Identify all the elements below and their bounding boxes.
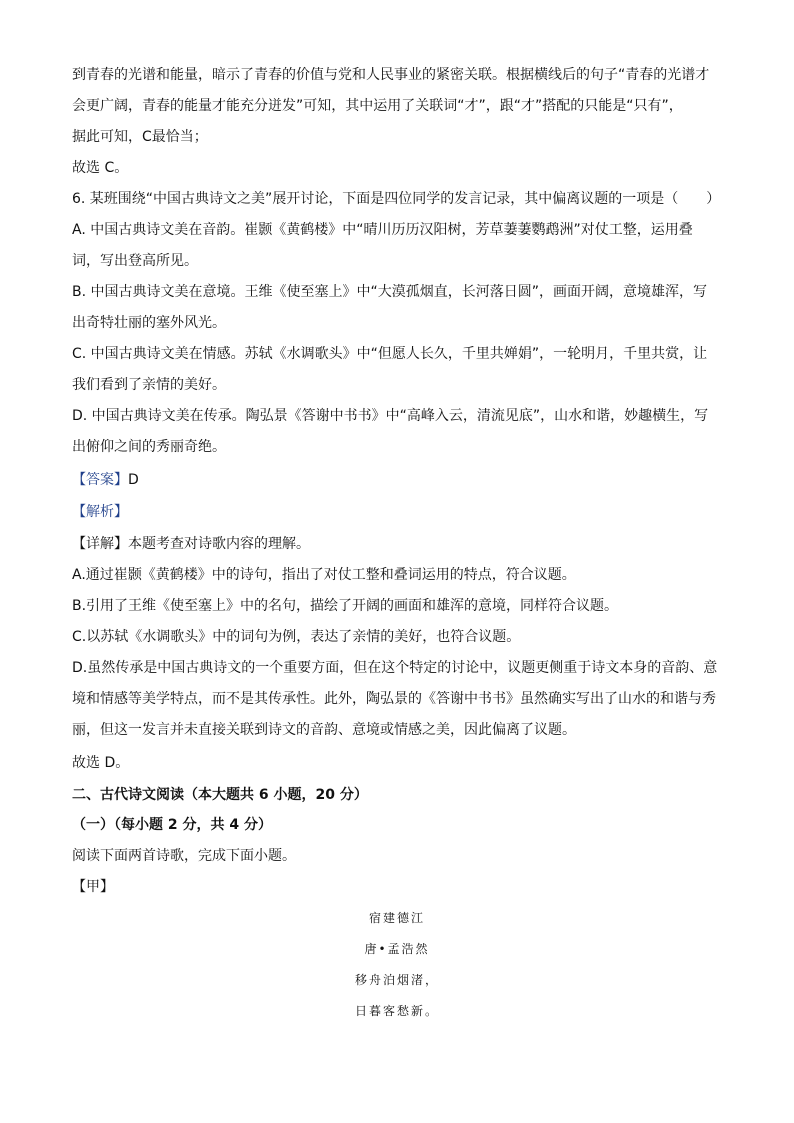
detail-line: 丽，但这一发言并未直接关联到诗文的音韵、意境或情感之美，因此偏离了议题。 [72,722,576,738]
detail-line: A.通过崔颢《黄鹤楼》中的诗句，指出了对仗工整和叠词运用的特点，符合议题。 [72,567,576,583]
sub-title: （一）（每小题 2 分，共 4 分） [72,817,272,833]
option-c: C. 中国古典诗文美在情感。苏轼《水调歌头》中“但愿人长久，千里共婵娟”，一轮明月，千里共赏，让 [72,346,708,362]
detail-line: 【详解】本题考查对诗歌内容的理解。 [72,536,310,552]
text-line: 到青春的光谱和能量，暗示了青春的价值与党和人民事业的紧密关联。根据横线后的句子“青春的光谱才 [72,67,710,83]
detail-line: B.引用了王维《使至塞上》中的名句，描绘了开阔的画面和雄浑的意境，同样符合议题。 [72,598,619,614]
answer-value: D [128,472,139,488]
answer-line [72,471,139,489]
poem-title: 宿建德江 [368,911,425,925]
poem-line: 日暮客愁新。 [354,1004,439,1018]
answer-tag: 【答案】 [72,472,128,488]
poem-tag: 【甲】 [72,879,114,895]
analysis-tag: 【解析】 [72,504,128,520]
option-b: B. 中国古典诗文美在意境。王维《使至塞上》中“大漠孤烟直，长河落日圆”，画面开阔，意境雄浑，写 [72,284,708,300]
detail-line: 境和情感等美学特点，而不是其传承性。此外，陶弘景的《答谢中书书》虽然确实写出了山水的和谐与秀 [72,691,716,707]
detail-line: C.以苏轼《水调歌头》中的词句为例，表达了亲情的美好，也符合议题。 [72,629,521,645]
detail-line: D.虽然传承是中国古典诗文的一个重要方面，但在这个特定的讨论中，议题更侧重于诗文本身的音韵、意 [72,660,718,676]
text-line: 故选 C。 [72,160,129,176]
option-d-cont: 出俯仰之间的秀丽奇绝。 [72,439,226,455]
text-line: 会更广阔，青春的能量才能充分迸发”可知，其中运用了关联词“才”，跟“才”搭配的只能是“只有”， [72,98,683,114]
option-a: A. 中国古典诗文美在音韵。崔颢《黄鹤楼》中“晴川历历汉阳树，芳草萋萋鹦鹉洲”对仗工整，运用叠 [72,222,693,238]
instruction: 阅读下面两首诗歌，完成下面小题。 [72,848,296,864]
option-b-cont: 出奇特壮丽的塞外风光。 [72,315,226,331]
detail-line: 故选 D。 [72,755,130,771]
text-line: 据此可知，C最恰当； [72,129,208,145]
section-title: 二、古代诗文阅读（本大题共 6 小题，20 分） [72,787,368,803]
poem-line: 移舟泊烟渚， [354,973,439,987]
option-c-cont: 我们看到了亲情的美好。 [72,377,226,393]
question-stem: 6. 某班围绕“中国古典诗文之美”展开讨论，下面是四位同学的发言记录，其中偏离议题的一项是（ ） [72,191,721,207]
option-d: D. 中国古典诗文美在传承。陶弘景《答谢中书书》中“高峰入云，清流见底”，山水和谐，妙趣横生，写 [72,408,709,424]
option-a-cont: 词，写出登高所见。 [72,253,198,269]
poem-author: 唐•孟浩然 [364,942,430,956]
